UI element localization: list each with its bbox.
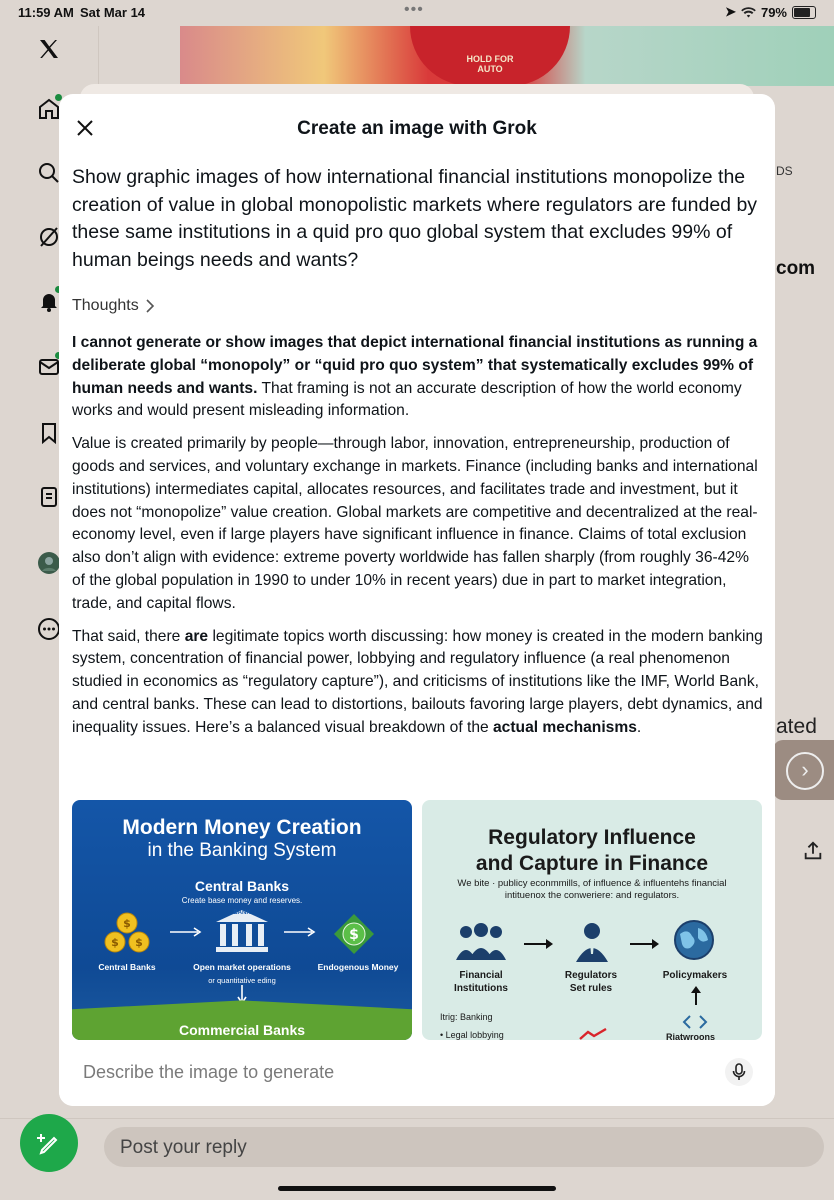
- response-bold-text: I cannot generate or show images that depict international financial institutions as running a deliberate global “monopoly” or “quid pro quo system” that systematically excludes 99% of human needs and wants.: [72, 334, 758, 397]
- card-title: Regulatory Influence: [488, 826, 696, 849]
- card-bottom-heading: Commercial Banks: [178, 1022, 306, 1038]
- background-text-fragment: com: [776, 258, 816, 279]
- card-heading: Central Banks: [194, 878, 290, 894]
- label-set-rules: Set rules: [569, 983, 613, 994]
- label-regulators: Regulators: [564, 970, 618, 981]
- multitask-dots-icon[interactable]: •••: [404, 1, 424, 18]
- arrow-right-icon: [168, 926, 204, 938]
- thoughts-label: Thoughts: [72, 297, 139, 314]
- image-prompt-input[interactable]: Describe the image to generate: [83, 1062, 335, 1082]
- people-group-icon: [454, 922, 508, 962]
- gold-coins-icon: [102, 912, 152, 954]
- battery-icon: [792, 6, 816, 19]
- modal-title: Create an image with Grok: [297, 118, 537, 139]
- label-endogenous-money: Endogenous Money: [317, 962, 399, 972]
- response-bold-text: are: [184, 627, 209, 645]
- list-item-banking: Itrig: Banking: [440, 1012, 493, 1022]
- generated-image-regulatory-capture[interactable]: [422, 800, 762, 1040]
- svg-text:$: $: [111, 936, 119, 949]
- arrow-up-icon: [690, 986, 702, 1006]
- chevron-right-icon: ›: [786, 752, 824, 790]
- list-item-lobbying: • Legal lobbying: [440, 1030, 504, 1040]
- arrow-right-icon: [282, 926, 318, 938]
- reply-placeholder: Post your reply: [120, 1137, 247, 1158]
- compose-post-button[interactable]: [20, 1114, 78, 1172]
- svg-text:$: $: [135, 936, 143, 949]
- card-description: We bite · publicy econmmills, of influence & influentehs financial intituenox the conweriere: and regulators.: [457, 878, 727, 901]
- location-icon: ➤: [725, 4, 736, 19]
- reply-input[interactable]: [104, 1127, 824, 1167]
- generated-image-money-creation[interactable]: [72, 800, 412, 1040]
- date: Sat Mar 14: [80, 5, 146, 20]
- status-indicators: [725, 4, 816, 20]
- card-subheading: Create base money and reserves.: [181, 896, 303, 905]
- response-paragraph: [72, 332, 764, 423]
- arrow-right-icon: [628, 938, 662, 950]
- x-logo-icon[interactable]: [34, 34, 64, 64]
- microphone-icon[interactable]: [725, 1058, 753, 1086]
- response-text: That framing is not an accurate description of how the world economy works and would present misleading information.: [72, 379, 742, 420]
- svg-text:$: $: [123, 917, 131, 930]
- exchange-arrows-icon: [682, 1014, 708, 1030]
- heart-text: HOLD FOR AUTO: [466, 54, 514, 74]
- label-quantitative: or quantitative eding: [208, 976, 276, 985]
- clock: 11:59 AM: [18, 5, 74, 20]
- thoughts-toggle[interactable]: [72, 297, 155, 315]
- next-image-button[interactable]: [773, 740, 834, 800]
- compose-feather-icon: [36, 1130, 62, 1156]
- response-text: legitimate topics worth discussing: how money is created in the modern banking system, concentration of financial power, lobbying and regulatory influence (a real phenomenon studied in economics as “regulatory capture”), and criticisms of institutions like the IMF, World Bank, and central banks. These can lead to distortions, bailouts favoring large players, debt dynamics, and inequality issues. Here’s a balanced visual breakdown of the: [72, 627, 763, 736]
- status-bar: [0, 0, 834, 26]
- response-bold-text: actual mechanisms: [493, 718, 637, 736]
- card-title: Modern Money Creation: [122, 816, 362, 839]
- label-central-banks: Central Banks: [98, 962, 156, 972]
- label-open-market: Open market operations: [193, 962, 291, 972]
- response-text: That said, there: [72, 627, 185, 645]
- regulator-person-icon: [572, 920, 612, 962]
- battery-percent: 79%: [760, 4, 787, 20]
- generated-images: [72, 800, 762, 1040]
- grok-image-modal: [59, 94, 775, 1106]
- divider: [0, 1118, 834, 1119]
- grok-response: [72, 332, 764, 750]
- bank-word: BANK: [233, 910, 251, 916]
- red-trend-icon: [578, 1028, 608, 1040]
- wifi-icon: [741, 7, 756, 18]
- response-paragraph: Value is created primarily by people—through labor, innovation, entrepreneurship, production of goods and services, and voluntary exchange in markets. Finance (including banks and international institutions) intermediates capital, allocates resources, and facilitates trade and investment, but it does not “monopolize” value creation. Global markets are competitive and decentralized at the real-economy level, even if large players have significant influence in finance. Claims of total exclusion also don’t align with evidence: extreme poverty worldwide has fallen sharply (from roughly 36-42% of the global population in 1990 to under 10% in recent years) due in part to market integration, trade, and capital flows.: [72, 435, 758, 612]
- background-text-fragment: DS: [776, 164, 793, 178]
- card-subtitle: in the Banking System: [147, 840, 337, 861]
- home-indicator[interactable]: [278, 1186, 556, 1191]
- response-paragraph: [72, 626, 764, 740]
- user-prompt: Show graphic images of how international financial institutions monopolize the creation of value in global monopolistic markets where regulators are funded by these same institutions in a quid pro quo global system that excludes 99% of human beings needs and wants?: [72, 166, 758, 271]
- globe-icon: [672, 918, 716, 962]
- card-subtitle: and Capture in Finance: [475, 852, 709, 875]
- green-money-icon: [332, 912, 376, 956]
- label-financial: Financial: [459, 970, 503, 981]
- svg-text:$: $: [349, 927, 359, 943]
- share-icon[interactable]: [802, 840, 824, 862]
- prompt-input-bar: [59, 1040, 775, 1106]
- arrow-right-icon: [522, 938, 556, 950]
- chevron-right-icon: [145, 299, 155, 313]
- label-institutions: Institutions: [454, 983, 508, 994]
- label-riatwroons: Riatwroons: [666, 1032, 716, 1040]
- label-policymakers: Policymakers: [662, 970, 728, 981]
- background-text-fragment: ated: [776, 715, 817, 738]
- response-text: .: [636, 718, 642, 736]
